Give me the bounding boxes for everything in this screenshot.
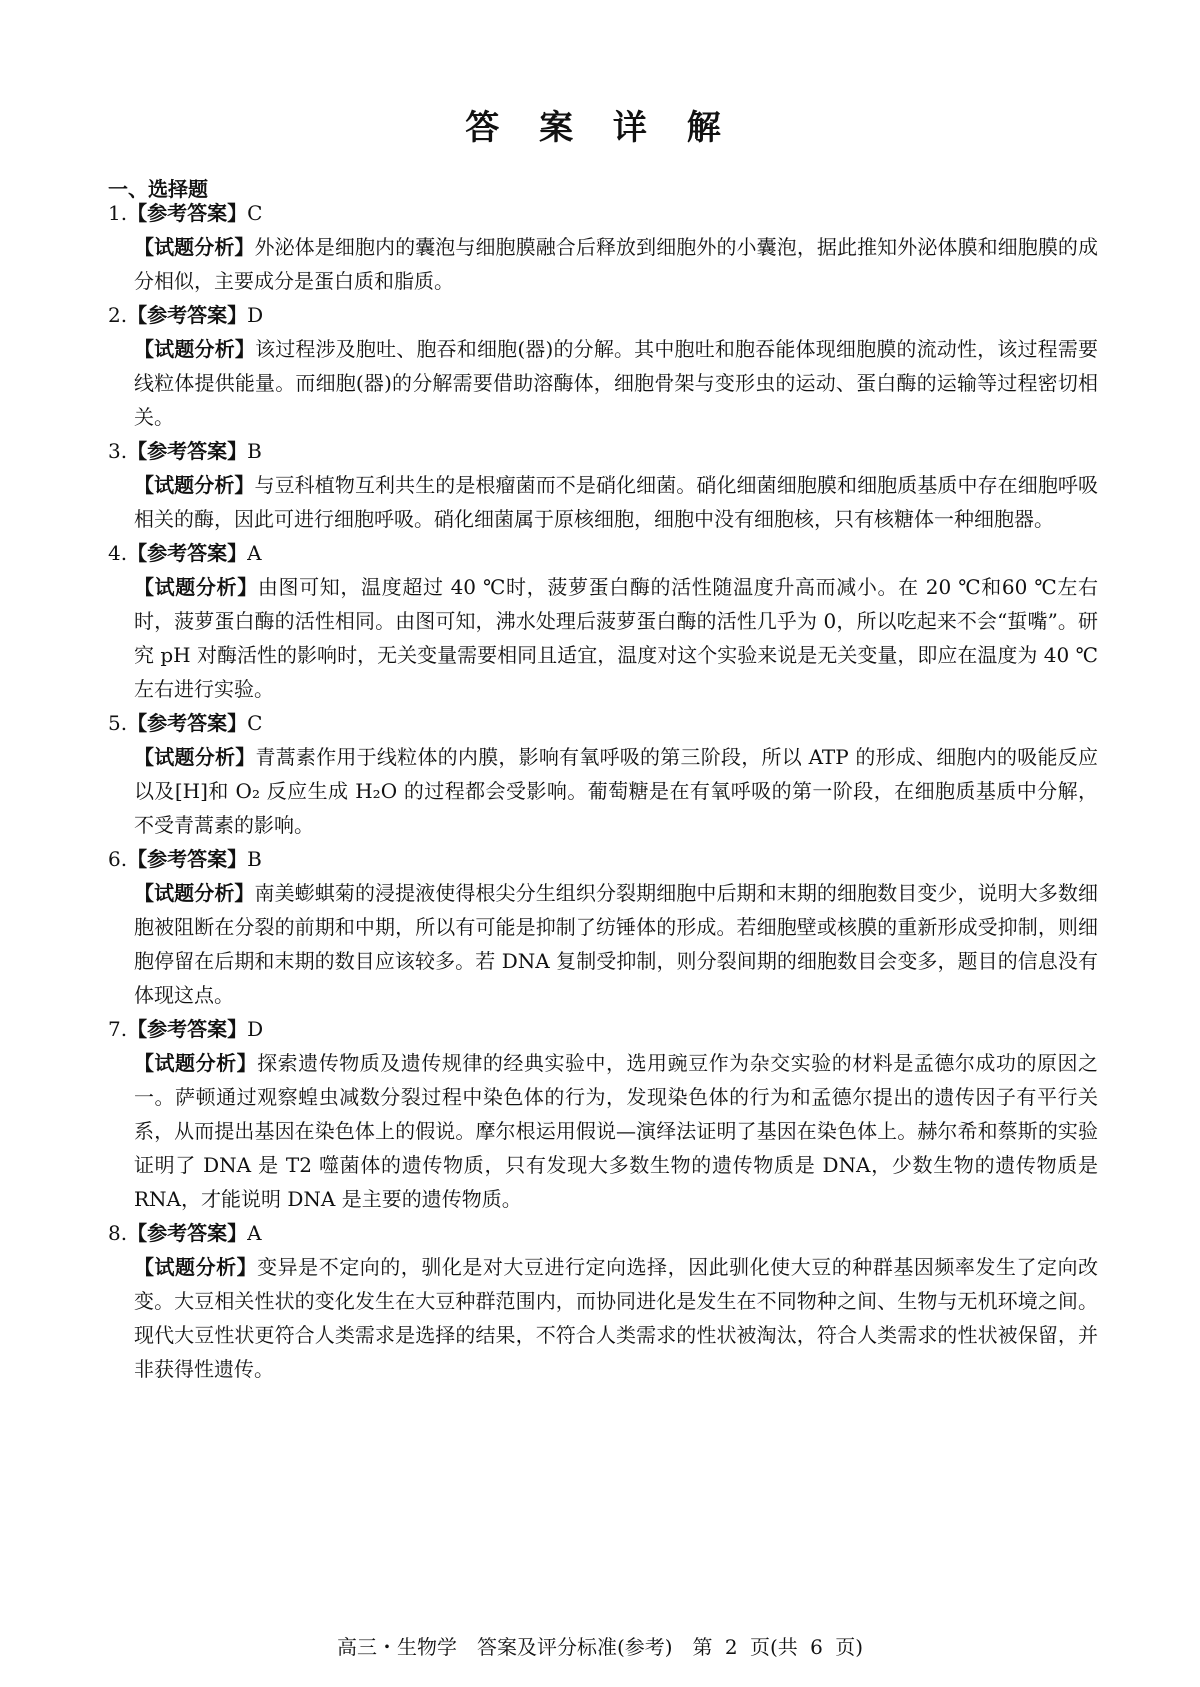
question-number: 5. bbox=[108, 711, 128, 735]
analysis-tag: 【试题分析】 bbox=[134, 1255, 258, 1279]
answer-value: C bbox=[247, 201, 263, 225]
answer-line bbox=[108, 536, 1098, 570]
answer-tag: 【参考答案】 bbox=[127, 541, 248, 565]
answer-tag: 【参考答案】 bbox=[127, 303, 248, 327]
answer-value: A bbox=[247, 1221, 262, 1245]
analysis-tag: 【试题分析】 bbox=[134, 235, 255, 259]
question-item bbox=[108, 1012, 1098, 1216]
answer-tag: 【参考答案】 bbox=[127, 1017, 248, 1041]
answer-line bbox=[108, 1012, 1098, 1046]
answer-line bbox=[108, 842, 1098, 876]
answer-line bbox=[108, 706, 1098, 740]
analysis-text: 由图可知，温度超过 40 ℃时，菠萝蛋白酶的活性随温度升高而减小。在 20 ℃和60 ℃左右时，菠萝蛋白酶的活性相同。由图可知，沸水处理后菠萝蛋白酶的活性几乎为 0，所以吃起来不会“蜇嘴”。研究 pH 对酶活性的影响时，无关变量需要相同且适宜，温度对这个实验来说是无关变量，即应在温度为 40 ℃左右进行实验。 bbox=[134, 575, 1099, 701]
question-item bbox=[108, 1216, 1098, 1386]
question-number: 7. bbox=[108, 1017, 128, 1041]
answer-tag: 【参考答案】 bbox=[127, 1221, 248, 1245]
answer-value: B bbox=[247, 847, 262, 871]
analysis-text: 该过程涉及胞吐、胞吞和细胞(器)的分解。其中胞吐和胞吞能体现细胞膜的流动性，该过程需要线粒体提供能量。而细胞(器)的分解需要借助溶酶体，细胞骨架与变形虫的运动、蛋白酶的运输等过程密切相关。 bbox=[134, 337, 1099, 429]
answer-line bbox=[108, 434, 1098, 468]
question-number: 8. bbox=[108, 1221, 128, 1245]
analysis-paragraph bbox=[134, 1250, 1098, 1386]
answer-line bbox=[108, 298, 1098, 332]
analysis-tag: 【试题分析】 bbox=[134, 1051, 258, 1075]
page-footer: 高三・生物学 答案及评分标准(参考) 第 2 页(共 6 页) bbox=[336, 1635, 864, 1659]
analysis-paragraph bbox=[134, 468, 1098, 536]
question-item bbox=[108, 536, 1098, 706]
answer-line bbox=[108, 1216, 1098, 1250]
answer-value: D bbox=[247, 303, 264, 327]
answer-tag: 【参考答案】 bbox=[127, 439, 248, 463]
answer-tag: 【参考答案】 bbox=[127, 711, 248, 735]
answer-value: D bbox=[247, 1017, 264, 1041]
answer-list bbox=[108, 196, 1098, 1386]
answer-tag: 【参考答案】 bbox=[127, 847, 248, 871]
analysis-paragraph bbox=[134, 332, 1098, 434]
question-item bbox=[108, 196, 1098, 298]
question-item bbox=[108, 842, 1098, 1012]
answer-tag: 【参考答案】 bbox=[127, 201, 248, 225]
question-number: 3. bbox=[108, 439, 128, 463]
page-title: 答 案 详 解 bbox=[465, 108, 735, 148]
question-number: 4. bbox=[108, 541, 128, 565]
question-item bbox=[108, 298, 1098, 434]
question-number: 1. bbox=[108, 201, 128, 225]
section-heading: 一、选择题 bbox=[108, 177, 208, 201]
answer-value: A bbox=[247, 541, 262, 565]
analysis-text: 与豆科植物互利共生的是根瘤菌而不是硝化细菌。硝化细菌细胞膜和细胞质基质中存在细胞呼吸相关的酶，因此可进行细胞呼吸。硝化细菌属于原核细胞，细胞中没有细胞核，只有核糖体一种细胞器。 bbox=[134, 473, 1099, 531]
question-number: 2. bbox=[108, 303, 128, 327]
question-number: 6. bbox=[108, 847, 128, 871]
analysis-text: 探索遗传物质及遗传规律的经典实验中，选用豌豆作为杂交实验的材料是孟德尔成功的原因之一。萨顿通过观察蝗虫减数分裂过程中染色体的行为，发现染色体的行为和孟德尔提出的遗传因子有平行关系，从而提出基因在染色体上的假说。摩尔根运用假说—演绎法证明了基因在染色体上。赫尔希和蔡斯的实验证明了 DNA 是 T2 噬菌体的遗传物质，只有发现大多数生物的遗传物质是 DNA，少数生物的遗传物质是 RNA，才能说明 DNA 是主要的遗传物质。 bbox=[134, 1051, 1099, 1211]
analysis-text: 南美蟛蜞菊的浸提液使得根尖分生组织分裂期细胞中后期和末期的细胞数目变少，说明大多数细胞被阻断在分裂的前期和中期，所以有可能是抑制了纺锤体的形成。若细胞壁或核膜的重新形成受抑制，则细胞停留在后期和末期的数目应该较多。若 DNA 复制受抑制，则分裂间期的细胞数目会变多，题目的信息没有体现这点。 bbox=[134, 881, 1099, 1007]
analysis-paragraph bbox=[134, 876, 1098, 1012]
analysis-tag: 【试题分析】 bbox=[134, 337, 256, 361]
analysis-paragraph bbox=[134, 230, 1098, 298]
analysis-text: 青蒿素作用于线粒体的内膜，影响有氧呼吸的第三阶段，所以 ATP 的形成、细胞内的吸能反应以及[H]和 O₂ 反应生成 H₂O 的过程都会受影响。葡萄糖是在有氧呼吸的第一阶段，在细胞质基质中分解，不受青蒿素的影响。 bbox=[134, 745, 1098, 837]
analysis-text: 外泌体是细胞内的囊泡与细胞膜融合后释放到细胞外的小囊泡，据此推知外泌体膜和细胞膜的成分相似，主要成分是蛋白质和脂质。 bbox=[134, 235, 1099, 293]
question-item bbox=[108, 706, 1098, 842]
answer-value: C bbox=[247, 711, 263, 735]
answer-line bbox=[108, 196, 1098, 230]
analysis-paragraph bbox=[134, 1046, 1098, 1216]
analysis-paragraph bbox=[134, 740, 1098, 842]
analysis-tag: 【试题分析】 bbox=[134, 473, 255, 497]
question-item bbox=[108, 434, 1098, 536]
analysis-tag: 【试题分析】 bbox=[134, 745, 256, 769]
answer-value: B bbox=[247, 439, 262, 463]
analysis-text: 变异是不定向的，驯化是对大豆进行定向选择，因此驯化使大豆的种群基因频率发生了定向改变。大豆相关性状的变化发生在大豆种群范围内，而协同进化是发生在不同物种之间、生物与无机环境之间。现代大豆性状更符合人类需求是选择的结果，不符合人类需求的性状被淘汰，符合人类需求的性状被保留，并非获得性遗传。 bbox=[134, 1255, 1099, 1381]
analysis-tag: 【试题分析】 bbox=[134, 575, 258, 599]
analysis-tag: 【试题分析】 bbox=[134, 881, 255, 905]
analysis-paragraph bbox=[134, 570, 1098, 706]
